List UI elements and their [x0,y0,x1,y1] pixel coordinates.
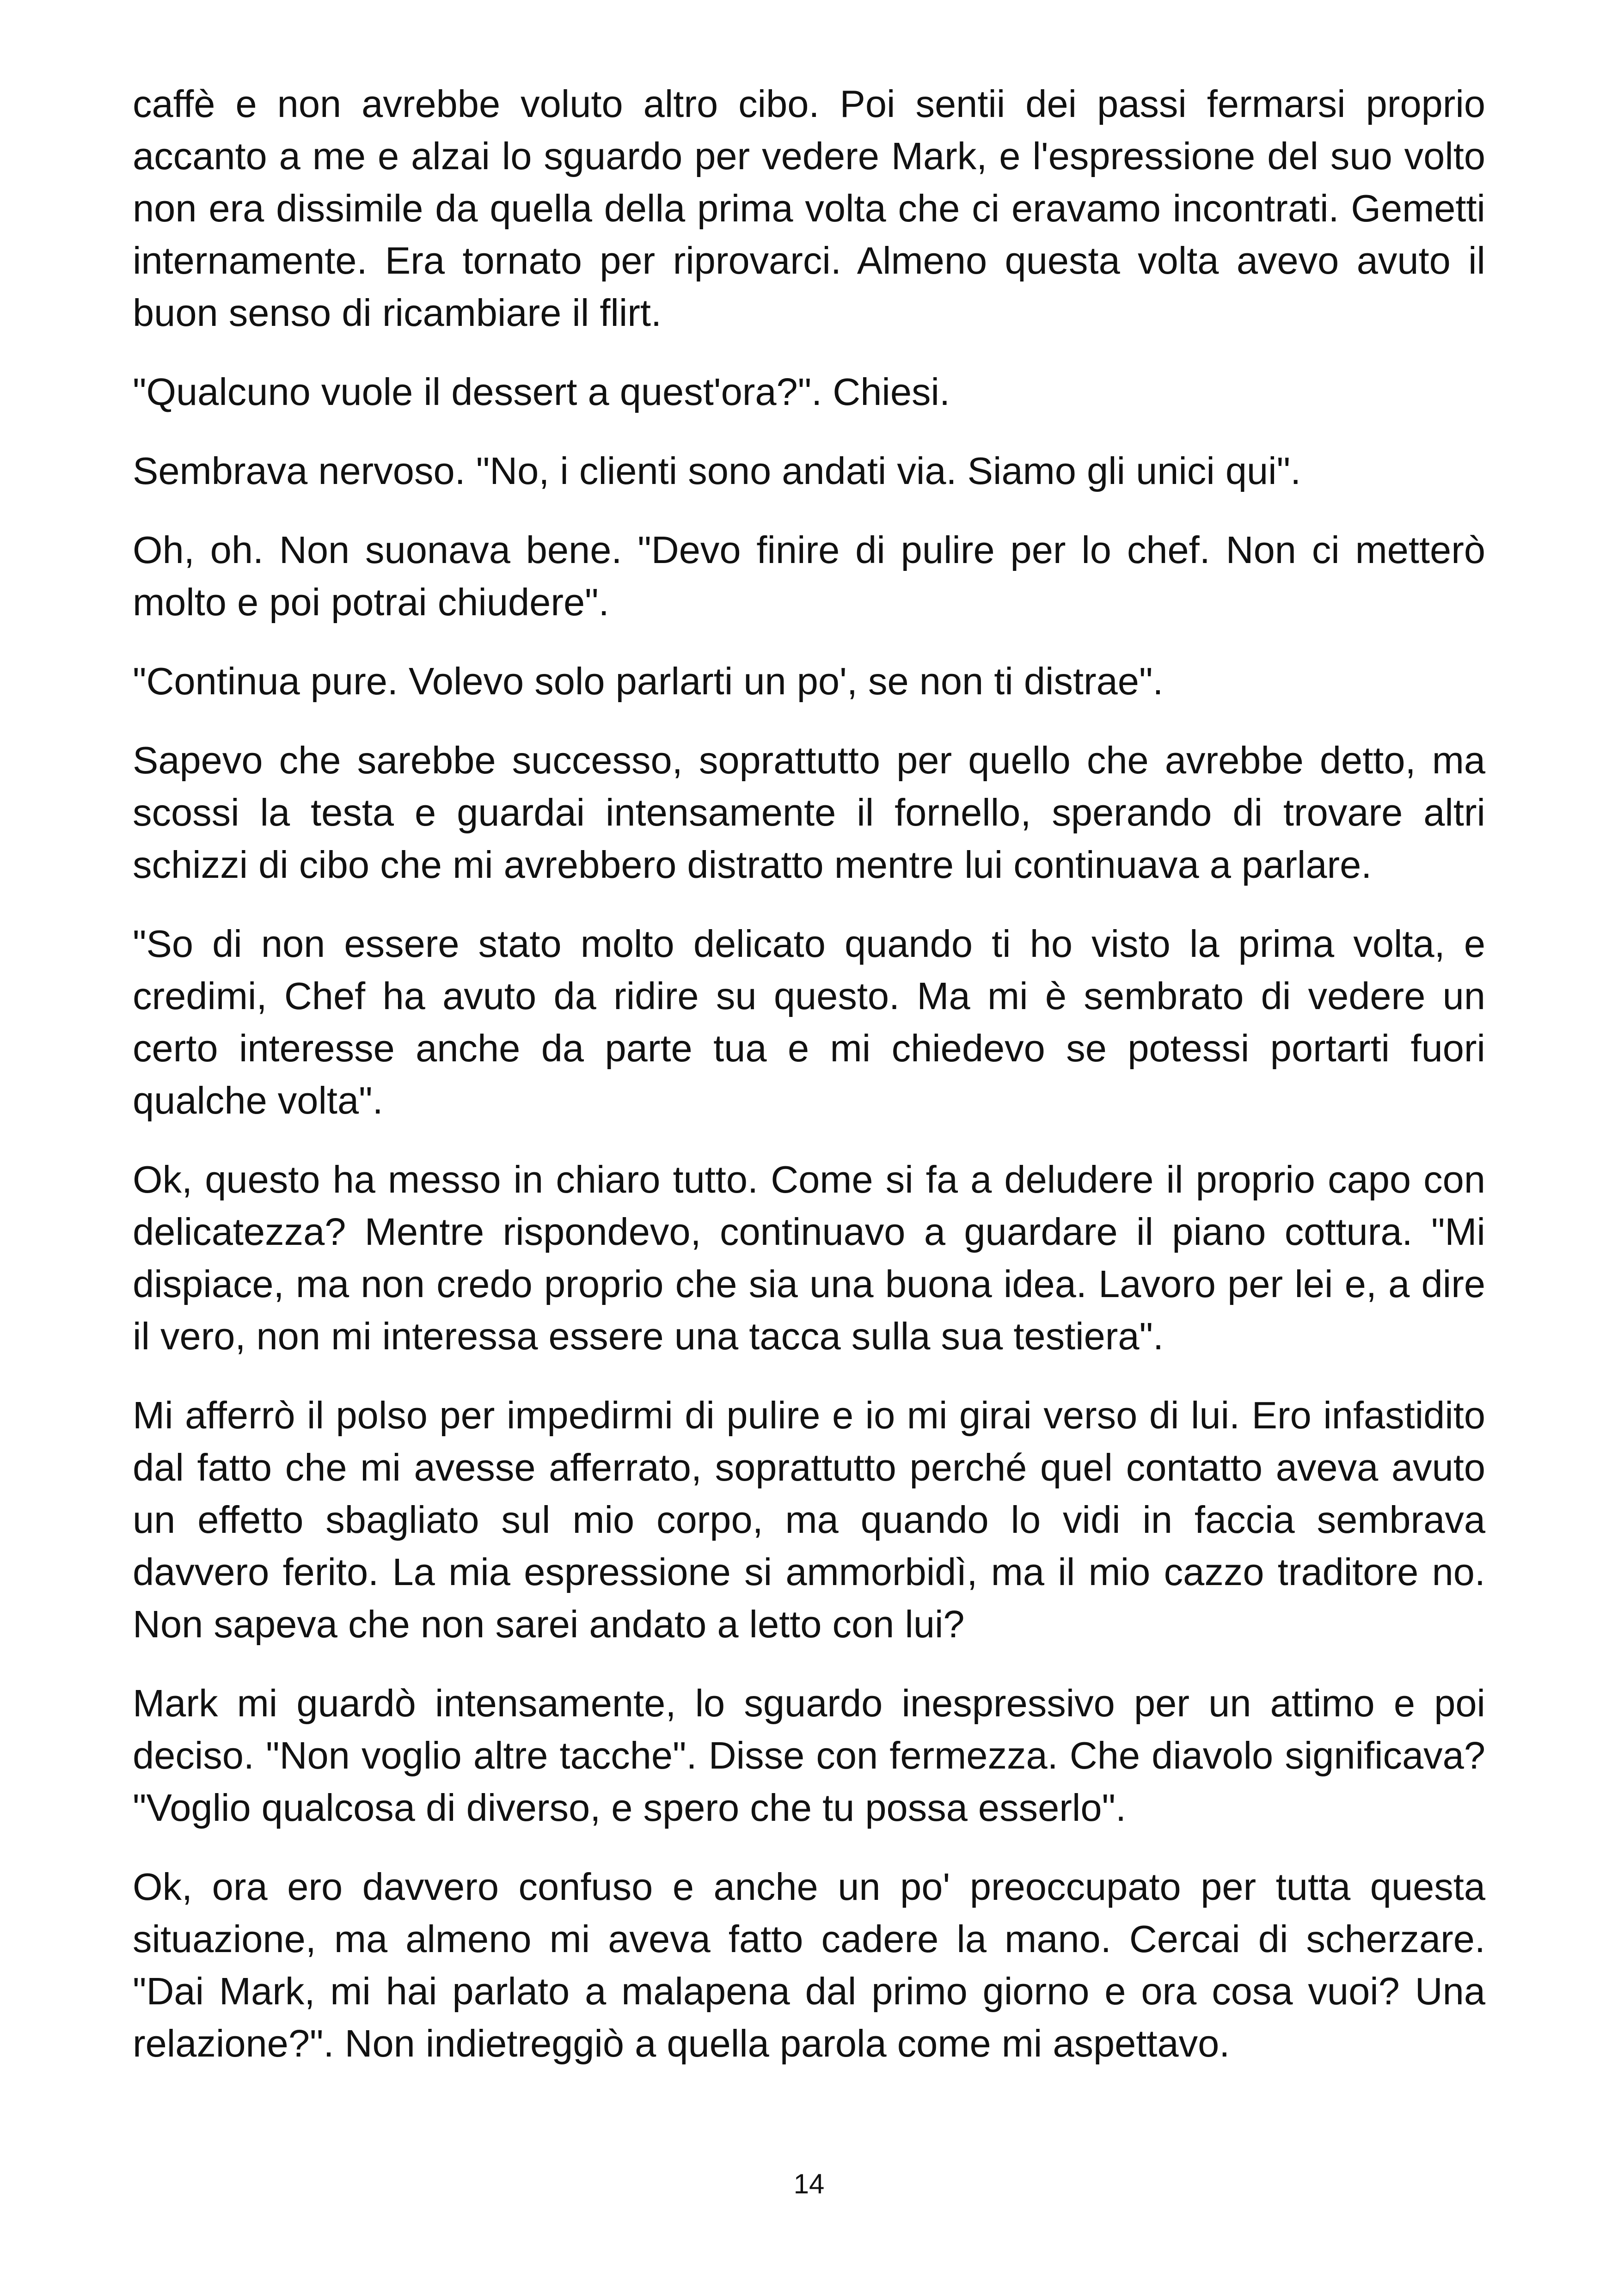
paragraph: Sembrava nervoso. "No, i clienti sono andati via. Siamo gli unici qui". [133,449,1301,492]
paragraph: "Qualcuno vuole il dessert a quest'ora?". Chiesi. [133,370,950,413]
paragraph: Ok, ora ero davvero confuso e anche un po' preoccupato per tutta questa situazione, ma almeno mi aveva fatto cadere la mano. Cercai di scherzare. "Dai Mark, mi hai parlato a malapena dal primo giorno e ora cosa vuoi? Una relazione?". Non indietreggiò a quella parola come mi aspettavo. [133,1865,1485,2065]
paragraph: "Continua pure. Volevo solo parlarti un po', se non ti distrae". [133,660,1164,703]
page-number: 14 [793,2168,825,2199]
paragraph: Ok, questo ha messo in chiaro tutto. Come si fa a deludere il proprio capo con delicatezza? Mentre rispondevo, continuavo a guardare il piano cottura. "Mi dispiace, ma non credo proprio che sia una buona idea. Lavoro per lei e, a dire il vero, non mi interessa essere una tacca sulla sua testiera". [133,1158,1485,1358]
paragraph: caffè e non avrebbe voluto altro cibo. Poi sentii dei passi fermarsi proprio accanto a me e alzai lo sguardo per vedere Mark, e l'espressione del suo volto non era dissimile da quella della prima volta che ci eravamo incontrati. Gemetti internamente. Era tornato per riprovarci. Almeno questa volta avevo avuto il buon senso di ricambiare il flirt. [133,82,1485,334]
paragraph: Mi afferrò il polso per impedirmi di pulire e io mi girai verso di lui. Ero infastidito dal fatto che mi avesse afferrato, soprattutto perché quel contatto aveva avuto un effetto sbagliato sul mio corpo, ma quando lo vidi in faccia sembrava davvero ferito. La mia espressione si ammorbidì, ma il mio cazzo traditore no. Non sapeva che non sarei andato a letto con lui? [133,1394,1485,1646]
body-text [133,78,1485,2096]
paragraph: Oh, oh. Non suonava bene. "Devo finire di pulire per lo chef. Non ci metterò molto e poi potrai chiudere". [133,528,1485,624]
paragraph: Sapevo che sarebbe successo, soprattutto per quello che avrebbe detto, ma scossi la testa e guardai intensamente il fornello, sperando di trovare altri schizzi di cibo che mi avrebbero distratto mentre lui continuava a parlare. [133,739,1485,886]
paragraph: Mark mi guardò intensamente, lo sguardo inespressivo per un attimo e poi deciso. "Non voglio altre tacche". Disse con fermezza. Che diavolo significava? "Voglio qualcosa di diverso, e spero che tu possa esserlo". [133,1682,1485,1829]
paragraph: "So di non essere stato molto delicato quando ti ho visto la prima volta, e credimi, Chef ha avuto da ridire su questo. Ma mi è sembrato di vedere un certo interesse anche da parte tua e mi chiedevo se potessi portarti fuori qualche volta". [133,922,1485,1122]
